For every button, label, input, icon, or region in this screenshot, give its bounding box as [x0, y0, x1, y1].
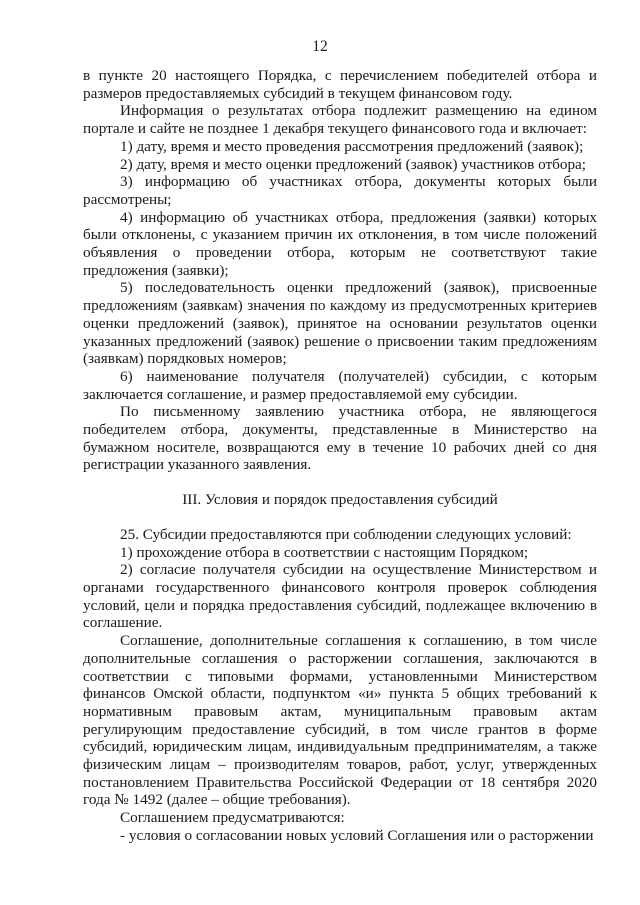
paragraph: - условия о согласовании новых условий Соглашения или о расторжении [120, 826, 594, 844]
paragraph: Информация о результатах отбора подлежит размещению на едином портале и сайте не позднее 1 декабря текущего финансового года и включает: [83, 102, 597, 138]
paragraph: Соглашение, дополнительные соглашения к соглашению, в том числе дополнительные соглашения о расторжении соглашения, заключаются в соответствии с типовыми формами, установленными Министерством финансов Омской области, подпунктом «и» пункта 5 общих требований к нормативным правовым актам, муниципальным правовым актам регулирующим предоставление субсидий, в том числе грантов в форме субсидий, юридическим лицам, индивидуальным предпринимателям, а также физическим лицам – производителям товаров, работ, услуг, утвержденных постановлением Правительства Российской Федерации от 18 сентября 2020 года № 1492 (далее – общие требования). [83, 632, 597, 809]
page-number: 12 [312, 38, 328, 55]
paragraph: По письменному заявлению участника отбора, не являющегося победителем отбора, документы, представленные в Министерство на бумажном носителе, возвращаются ему в течение 10 рабочих дней со дня регистрации указанного заявления. [83, 403, 597, 474]
paragraph: 5) последовательность оценки предложений (заявок), присвоенные предложениям (заявкам) значения по каждому из предусмотренных критериев оценки предложений (заявок), принятое на основании результатов оценки указанных предложений (заявок) решение о присвоении таким предложениям (заявкам) порядковых номеров; [83, 279, 597, 368]
section-heading: III. Условия и порядок предоставления субсидий [182, 491, 498, 509]
paragraph: 3) информацию об участниках отбора, документы которых были рассмотрены; [83, 173, 597, 208]
paragraph: 1) дату, время и место проведения рассмотрения предложений (заявок); [120, 137, 584, 155]
paragraph: 6) наименование получателя (получателей) субсидии, с которым заключается соглашение, и размер предоставляемой ему субсидии. [83, 367, 597, 403]
paragraph: 1) прохождение отбора в соответствии с настоящим Порядком; [120, 543, 529, 561]
paragraph: 2) согласие получателя субсидии на осуществление Министерством и органами государственного финансового контроля проверок соблюдения условий, цели и порядка предоставления субсидий, подлежащее включению в соглашение. [83, 561, 597, 632]
paragraphs-after [83, 526, 597, 845]
paragraph: Соглашением предусматриваются: [120, 809, 345, 827]
paragraph: в пункте 20 настоящего Порядка, с перечислением победителей отбора и размеров предоставляемых субсидий в текущем финансовом году. [83, 67, 597, 102]
document-body [83, 67, 597, 845]
paragraph: 25. Субсидии предоставляются при соблюдении следующих условий: [120, 525, 572, 543]
paragraph: 4) информацию об участниках отбора, предложения (заявки) которых были отклонены, с указанием причин их отклонения, в том числе положений объявления о проведении отбора, которым не соответствуют такие предложения (заявки); [83, 208, 597, 279]
paragraphs-before [83, 67, 597, 474]
paragraph: 2) дату, время и место оценки предложений (заявок) участников отбора; [120, 155, 586, 173]
